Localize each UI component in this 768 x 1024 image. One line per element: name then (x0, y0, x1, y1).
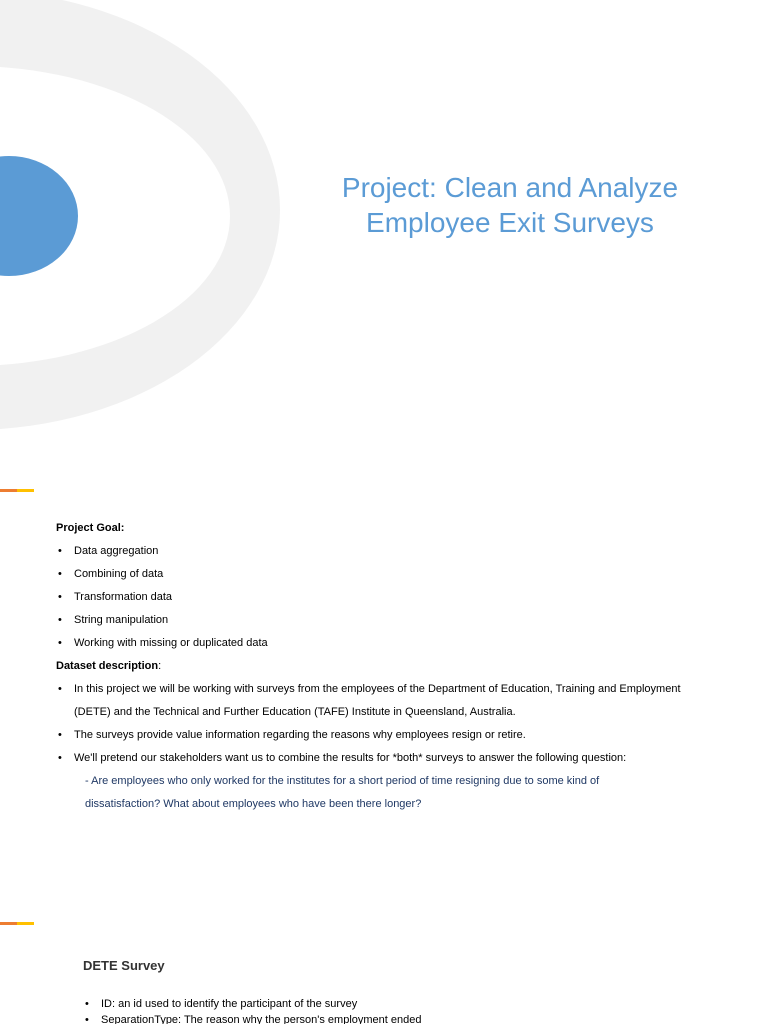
content-slide (56, 517, 696, 816)
title-slide (0, 0, 768, 440)
list-item: • Working with missing or duplicated data (56, 632, 696, 655)
list-item: • We'll pretend our stakeholders want us to combine the results for *both* surveys to answer the following question: (56, 747, 696, 770)
list-item: • Data aggregation (56, 540, 696, 563)
dete-survey-list (83, 996, 683, 1024)
slide-title-line-2: Employee Exit Surveys (366, 207, 654, 238)
list-item: • In this project we will be working with surveys from the employees of the Department of Education, Training and Employment (DETE) and the Technical and Further Education (TAFE) Institute in Queensland, Australia. (56, 678, 696, 724)
list-item: • Combining of data (56, 563, 696, 586)
accent-bar (0, 922, 34, 925)
slide-title (300, 170, 720, 240)
accent-bar (0, 489, 34, 492)
list-item: • Transformation data (56, 586, 696, 609)
project-goal-heading: Project Goal: (56, 522, 125, 534)
dete-survey-heading: DETE Survey (83, 958, 165, 973)
dataset-description-list (56, 678, 696, 770)
dataset-heading-colon: : (158, 660, 162, 672)
list-item: • The surveys provide value information regarding the reasons why employees resign or retire. (56, 724, 696, 747)
list-item: • ID: an id used to identify the participant of the survey (83, 996, 683, 1012)
project-goal-list (56, 540, 696, 655)
research-question (56, 770, 696, 816)
research-question-line-2: dissatisfaction? What about employees who have been there longer? (85, 798, 422, 810)
slide-title-line-1: Project: Clean and Analyze (341, 172, 679, 203)
research-question-line-1: - Are employees who only worked for the institutes for a short period of time resigning due to some kind of (85, 775, 600, 787)
list-item: • String manipulation (56, 609, 696, 632)
dataset-heading-text: Dataset description (56, 660, 159, 672)
list-item: • SeparationType: The reason why the person's employment ended (83, 1012, 683, 1024)
dataset-description-heading (56, 655, 696, 678)
